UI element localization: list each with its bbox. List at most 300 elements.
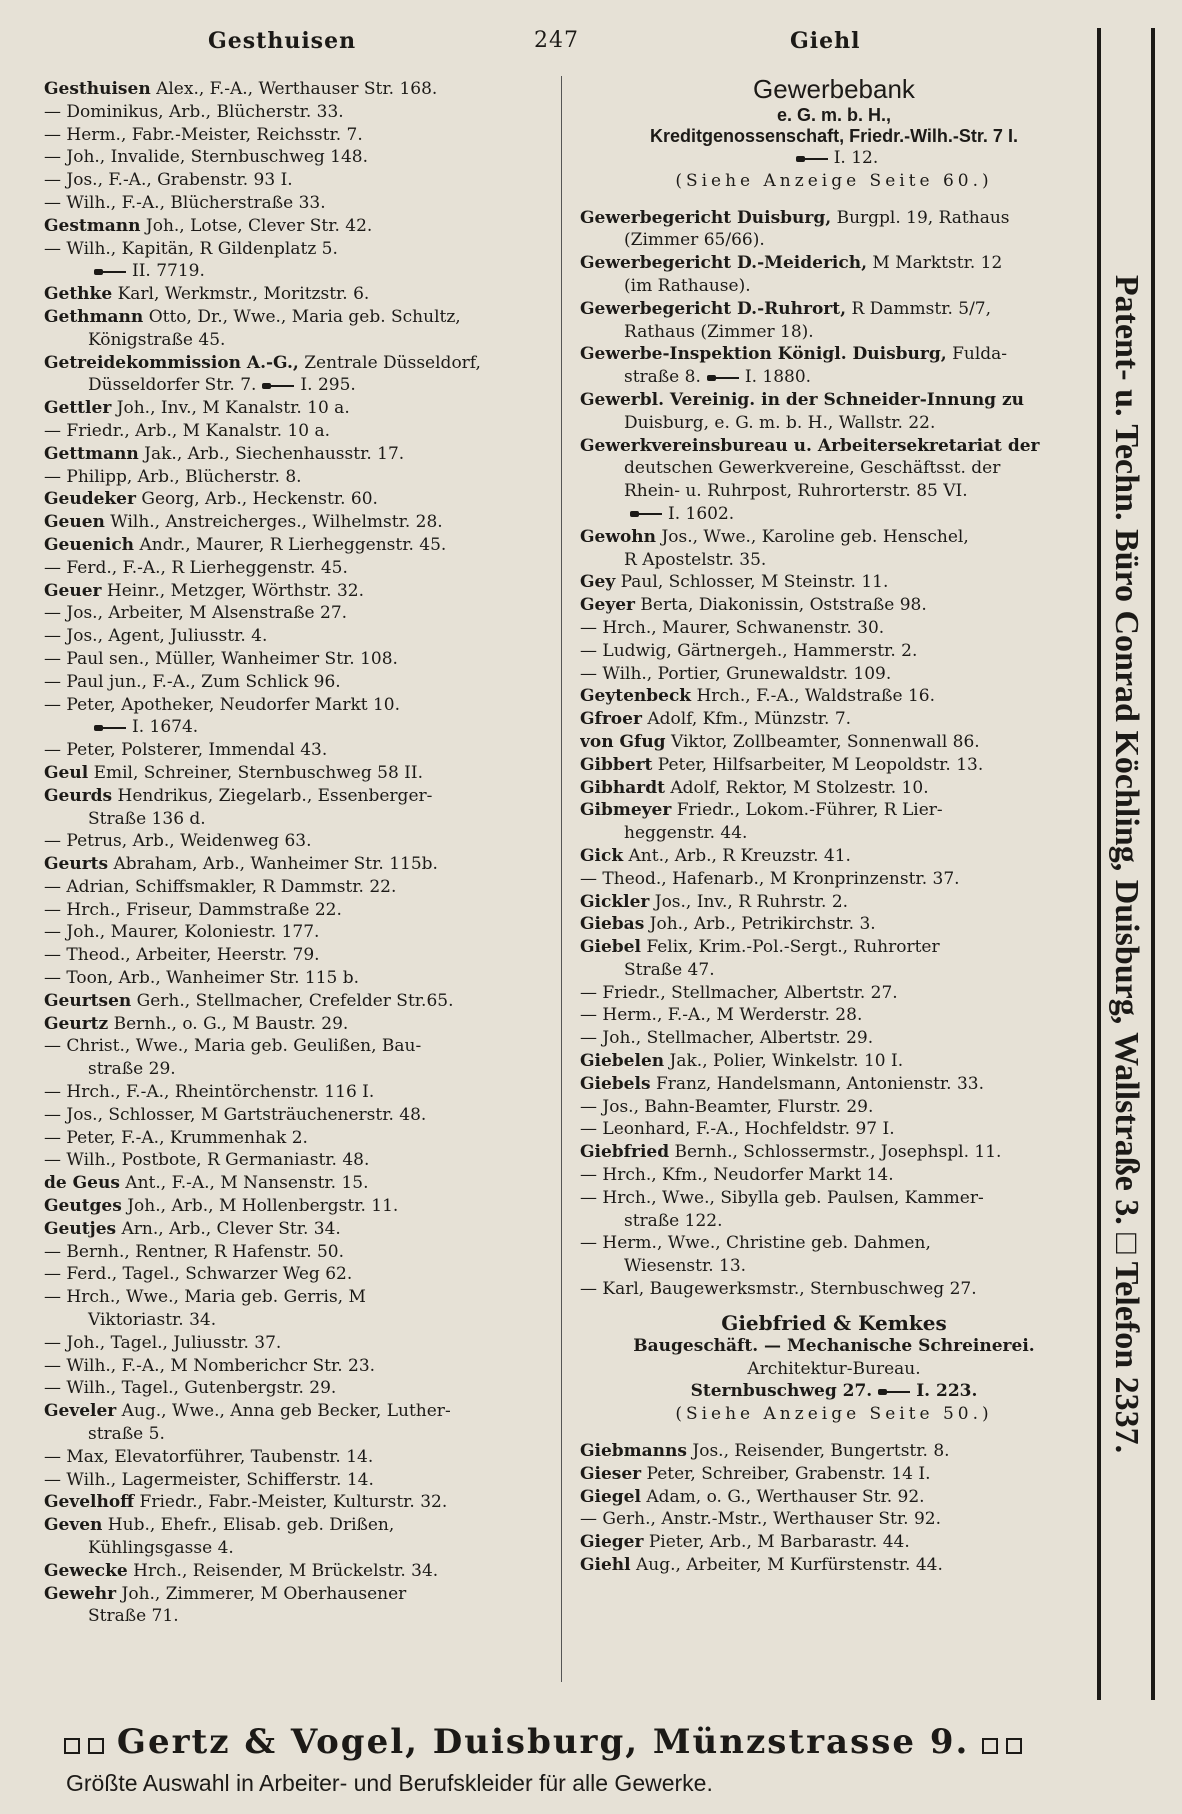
directory-entry (580, 435, 1088, 458)
entry-surname: Geurtz (44, 1013, 109, 1034)
directory-entry (44, 238, 554, 261)
telephone-icon (94, 268, 126, 276)
directory-entry (44, 990, 554, 1013)
side-rule-left (1097, 28, 1101, 1700)
directory-entry (44, 899, 554, 922)
directory-entry (44, 192, 554, 215)
entry-details: Bernh., o. G., M Baustr. 29. (113, 1013, 349, 1034)
directory-entry (44, 215, 554, 238)
entry-details: — Herm., Wwe., Christine geb. Dahmen, (580, 1233, 931, 1254)
directory-entry (580, 298, 1088, 321)
entry-details: Karl, Werkmstr., Moritzstr. 6. (117, 284, 370, 305)
entry-surname: Geytenbeck (580, 686, 692, 707)
directory-entry (580, 845, 1088, 868)
directory-entry (44, 352, 554, 375)
entry-details: — Friedr., Stellmacher, Albertstr. 27. (580, 982, 898, 1003)
side-advert (1093, 28, 1159, 1700)
entry-details: Georg, Arb., Heckenstr. 60. (141, 489, 378, 510)
entry-details: — Max, Elevatorführer, Taubenstr. 14. (44, 1446, 374, 1467)
gewerbebank-line3: Kreditgenossenschaft, Friedr.-Wilh.-Str. 7 I. (650, 126, 1018, 146)
directory-entry (580, 982, 1088, 1005)
telephone-icon (262, 382, 294, 390)
entry-surname: Gickler (580, 891, 650, 912)
directory-entry (44, 78, 554, 101)
entry-details: — Ferd., Tagel., Schwarzer Weg 62. (44, 1264, 353, 1285)
entry-details: straße 122. (624, 1210, 723, 1231)
directory-entry (580, 1255, 1088, 1278)
directory-entry (44, 921, 554, 944)
directory-entry (44, 1560, 554, 1583)
directory-entry (44, 124, 554, 147)
giebfried-ref: (Siehe Anzeige Seite 50.) (675, 1404, 993, 1425)
entry-details: — Hrch., Friseur, Dammstraße 22. (44, 899, 342, 920)
entry-details: straße 29. (88, 1059, 176, 1080)
directory-entry (580, 959, 1088, 982)
header-left: Gesthuisen (208, 28, 357, 54)
entry-details: deutschen Gewerkvereine, Geschäftsst. der (624, 458, 1001, 479)
directory-entry (580, 1141, 1088, 1164)
entry-surname: Gethke (44, 284, 113, 305)
entry-details: Arn., Arb., Clever Str. 34. (121, 1218, 341, 1239)
entry-surname: Gick (580, 845, 624, 866)
entry-surname: Gewerbegericht Duisburg, (580, 207, 832, 228)
directory-entry (44, 488, 554, 511)
directory-entry (44, 762, 554, 785)
directory-entry (44, 1377, 554, 1400)
entry-surname: Gewerbegericht D.-Meiderich, (580, 253, 867, 274)
entry-details: Berta, Diakonissin, Oststraße 98. (640, 595, 927, 616)
entry-details: Franz, Handelsmann, Antonienstr. 33. (655, 1073, 985, 1094)
entry-surname: Geurts (44, 854, 109, 875)
directory-entry (580, 913, 1088, 936)
entry-details: — Dominikus, Arb., Blücherstr. 33. (44, 101, 344, 122)
telephone-icon (707, 374, 739, 382)
directory-entry (580, 1463, 1088, 1486)
entry-surname: Geven (44, 1515, 103, 1536)
entry-details: R Apostelstr. 35. (624, 549, 767, 570)
entry-details: Emil, Schreiner, Sternbuschweg 58 II. (93, 762, 423, 783)
entry-details: — Petrus, Arb., Weidenweg 63. (44, 831, 312, 852)
directory-entry (580, 321, 1088, 344)
directory-entry (44, 716, 554, 739)
directory-entry (580, 1027, 1088, 1050)
entry-details: — Hrch., Wwe., Sibylla geb. Paulsen, Kammer- (580, 1187, 984, 1208)
entry-details: — Joh., Maurer, Koloniestr. 177. (44, 922, 320, 943)
telephone-icon (630, 510, 662, 518)
entry-surname: Gewerkvereinsbureau u. Arbeitersekretariat der (580, 435, 1040, 456)
entry-details: straße 8. (624, 367, 701, 388)
page-number: 247 (534, 28, 579, 53)
directory-entry (580, 571, 1088, 594)
entry-details: Joh., Inv., M Kanalstr. 10 a. (116, 398, 350, 419)
directory-entry (580, 1210, 1088, 1233)
entry-surname: Gibbert (580, 754, 653, 775)
entry-details: — Joh., Tagel., Juliusstr. 37. (44, 1332, 282, 1353)
directory-entry (580, 1164, 1088, 1187)
directory-entry (580, 1531, 1088, 1554)
directory-entry (44, 1035, 554, 1058)
entry-details: Friedr., Lokom.-Führer, R Lier- (676, 800, 943, 821)
entry-details: — Joh., Invalide, Sternbuschweg 148. (44, 147, 369, 168)
directory-entry (580, 252, 1088, 275)
directory-entry (44, 808, 554, 831)
directory-entry (580, 526, 1088, 549)
entry-details: Gerh., Stellmacher, Crefelder Str.65. (136, 990, 454, 1011)
entry-details: Wilh., Anstreicherges., Wilhelmstr. 28. (110, 512, 443, 533)
entry-surname: Gethmann (44, 306, 144, 327)
entry-surname: Getreidekommission A.-G., (44, 352, 299, 373)
directory-entry (44, 283, 554, 306)
directory-entry (44, 420, 554, 443)
column-divider (561, 76, 562, 1682)
directory-entry (580, 1096, 1088, 1119)
directory-entry (44, 1400, 554, 1423)
entry-details: — Paul sen., Müller, Wanheimer Str. 108. (44, 648, 398, 669)
gewerbebank-ref: (Siehe Anzeige Seite 60.) (675, 170, 993, 191)
right-entries-b (580, 1440, 1088, 1577)
directory-entry (580, 1508, 1088, 1531)
directory-entry (580, 1232, 1088, 1255)
directory-entry (44, 830, 554, 853)
directory-entry (44, 374, 554, 397)
entry-details: Pieter, Arb., M Barbarastr. 44. (648, 1532, 910, 1553)
entry-surname: Giebmanns (580, 1441, 687, 1462)
directory-entry (44, 1605, 554, 1628)
directory-entry (44, 1241, 554, 1264)
entry-details: — Toon, Arb., Wanheimer Str. 115 b. (44, 968, 360, 989)
entry-details: Abraham, Arb., Wanheimer Str. 115b. (113, 854, 438, 875)
directory-entry (580, 207, 1088, 230)
directory-entry (580, 229, 1088, 252)
directory-entry (44, 648, 554, 671)
directory-entry (44, 671, 554, 694)
entry-details: — Joh., Stellmacher, Albertstr. 29. (580, 1028, 874, 1049)
entry-details: Andr., Maurer, R Lierheggenstr. 45. (139, 534, 447, 555)
entry-details: Wiesenstr. 13. (624, 1256, 747, 1277)
entry-details: — Jos., Arbeiter, M Alsenstraße 27. (44, 603, 348, 624)
entry-surname: Giegel (580, 1486, 641, 1507)
directory-entry (580, 343, 1088, 366)
directory-entry (580, 731, 1088, 754)
entry-surname: Gewerbegericht D.-Ruhrort, (580, 298, 847, 319)
directory-entry (44, 1218, 554, 1241)
entry-details: Friedr., Fabr.-Meister, Kulturstr. 32. (139, 1492, 448, 1513)
right-entries-a (580, 207, 1088, 1301)
entry-details: Viktoriastr. 34. (88, 1310, 217, 1331)
entry-surname: Gibhardt (580, 777, 665, 798)
entry-surname: Giebel (580, 937, 641, 958)
directory-entry (44, 625, 554, 648)
entry-details: heggenstr. 44. (624, 823, 748, 844)
directory-entry (580, 708, 1088, 731)
entry-details: Düsseldorfer Str. 7. (88, 375, 257, 396)
giebfried-line4: Sternbuschweg 27. I. 223. (690, 1381, 978, 1402)
directory-entry (44, 853, 554, 876)
entry-details: Aug., Arbeiter, M Kurfürstenstr. 44. (636, 1555, 943, 1576)
directory-entry (580, 457, 1088, 480)
square-ornament (64, 1738, 80, 1754)
entry-surname: Geutges (44, 1196, 122, 1217)
side-banner-text: Patent- u. Techn. Büro Conrad Köchling, Duisburg, Wallstraße 3. □ Telefon 2337. (1107, 269, 1145, 1459)
directory-entry (44, 260, 554, 283)
entry-details: Joh., Arb., M Hollenbergstr. 11. (127, 1196, 399, 1217)
entry-surname: Gey (580, 572, 616, 593)
entry-details: Straße 47. (624, 959, 715, 980)
directory-entry (44, 1149, 554, 1172)
directory-entry (580, 1004, 1088, 1027)
directory-entry (580, 617, 1088, 640)
entry-surname: Giehl (580, 1555, 631, 1576)
entry-details: Ant., Arb., R Kreuzstr. 41. (628, 845, 851, 866)
entry-details: straße 5. (88, 1424, 165, 1445)
entry-details: — Leonhard, F.-A., Hochfeldstr. 97 I. (580, 1119, 895, 1140)
directory-entry (44, 1127, 554, 1150)
entry-details: Alex., F.-A., Werthauser Str. 168. (156, 79, 438, 99)
gewerbebank-phone: I. 12. (580, 147, 1088, 170)
footer-tagline: Größte Auswahl in Arbeiter- und Berufskleider für alle Gewerke. (66, 1770, 713, 1796)
entry-details: Jak., Arb., Siechenhausstr. 17. (144, 443, 405, 464)
entry-details: — Herm., Fabr.-Meister, Reichsstr. 7. (44, 124, 363, 145)
entry-surname: Gettmann (44, 443, 139, 464)
directory-entry (580, 389, 1088, 412)
right-column (580, 72, 1088, 1577)
directory-entry (44, 397, 554, 420)
directory-entry (580, 663, 1088, 686)
entry-details: Hendrikus, Ziegelarb., Essenberger- (117, 785, 433, 806)
entry-details: Jak., Polier, Winkelstr. 10 I. (669, 1051, 904, 1072)
directory-entry (44, 1309, 554, 1332)
entry-surname: Giebels (580, 1073, 651, 1094)
entry-details: — Jos., Schlosser, M Gartsträuchenerstr. 48. (44, 1104, 427, 1125)
telephone-icon (878, 1388, 910, 1396)
entry-surname: de Geus (44, 1173, 120, 1194)
entry-details: Kühlingsgasse 4. (88, 1538, 234, 1558)
entry-details: Burgpl. 19, Rathaus (836, 207, 1010, 228)
entry-surname: Gibmeyer (580, 800, 672, 821)
directory-entry (44, 443, 554, 466)
directory-entry (44, 580, 554, 603)
directory-entry (580, 868, 1088, 891)
directory-entry (44, 146, 554, 169)
entry-details: Felix, Krim.-Pol.-Sergt., Ruhrorter (646, 937, 940, 958)
directory-entry (580, 480, 1088, 503)
entry-details: Jos., Inv., R Ruhrstr. 2. (654, 891, 849, 912)
telephone-icon (94, 724, 126, 732)
entry-details: — Ferd., F.-A., R Lierheggenstr. 45. (44, 557, 348, 578)
entry-details: — Jos., Bahn-Beamter, Flurstr. 29. (580, 1096, 874, 1117)
entry-details: — Bernh., Rentner, R Hafenstr. 50. (44, 1241, 345, 1262)
entry-surname: Geveler (44, 1401, 117, 1422)
entry-details: — Herm., F.-A., M Werderstr. 28. (580, 1005, 863, 1026)
entry-details: Adam, o. G., Werthauser Str. 92. (646, 1486, 925, 1507)
entry-details: — Peter, Apotheker, Neudorfer Markt 10. (44, 694, 401, 715)
giebfried-title: Giebfried & Kemkes (721, 1310, 947, 1335)
entry-details: — Wilh., F.-A., M Nomberichcr Str. 23. (44, 1355, 376, 1376)
directory-entry (580, 777, 1088, 800)
entry-details: Joh., Zimmerer, M Oberhausener (121, 1583, 407, 1604)
directory-entry (44, 1446, 554, 1469)
entry-details: — Wilh., F.-A., Blücherstraße 33. (44, 192, 326, 213)
directory-entry (44, 1469, 554, 1492)
directory-entry (44, 1104, 554, 1127)
entry-details: Aug., Wwe., Anna geb Becker, Luther- (121, 1401, 451, 1422)
directory-entry (44, 1286, 554, 1309)
entry-surname: Gewerbl. Vereinig. in der Schneider-Innung zu (580, 389, 1025, 410)
directory-entry (580, 936, 1088, 959)
entry-details: — Wilh., Kapitän, R Gildenplatz 5. (44, 238, 338, 259)
entry-details: — Christ., Wwe., Maria geb. Geulißen, Bau- (44, 1036, 422, 1057)
directory-entry (580, 1187, 1088, 1210)
directory-entry (580, 1486, 1088, 1509)
entry-details: — Hrch., F.-A., Rheintörchenstr. 116 I. (44, 1082, 375, 1103)
entry-details: Adolf, Rektor, M Stolzestr. 10. (670, 777, 929, 798)
entry-surname: Gfroer (580, 709, 642, 730)
footer-advert (60, 1722, 1090, 1762)
directory-entry (580, 1440, 1088, 1463)
entry-details: Peter, Hilfsarbeiter, M Leopoldstr. 13. (657, 754, 984, 775)
directory-entry (580, 594, 1088, 617)
entry-surname: von Gfug (580, 731, 666, 752)
entry-details: (Zimmer 65/66). (624, 230, 765, 251)
entry-details: (im Rathause). (624, 275, 751, 296)
directory-entry (44, 785, 554, 808)
entry-phone: I. 1880. (744, 367, 812, 388)
entry-details: — Paul jun., F.-A., Zum Schlick 96. (44, 671, 341, 692)
directory-entry (44, 534, 554, 557)
square-ornament (982, 1738, 998, 1754)
directory-entry (44, 557, 554, 580)
entry-surname: Gewerbe-Inspektion Königl. Duisburg, (580, 344, 947, 365)
entry-details: M Marktstr. 12 (872, 253, 1003, 274)
directory-entry (44, 739, 554, 762)
entry-details: Joh., Lotse, Clever Str. 42. (145, 215, 373, 236)
directory-entry (44, 1583, 554, 1606)
side-rule-right (1151, 28, 1155, 1700)
entry-phone: I. 295. (300, 375, 356, 396)
directory-entry (44, 1013, 554, 1036)
entry-surname: Gesthuisen (44, 79, 151, 99)
entry-details: Rathaus (Zimmer 18). (624, 321, 814, 342)
directory-entry (44, 1263, 554, 1286)
entry-surname: Geuenich (44, 534, 135, 555)
giebfried-line2: Baugeschäft. — Mechanische Schreinerei. (633, 1335, 1035, 1356)
entry-details: — Hrch., Kfm., Neudorfer Markt 14. (580, 1165, 894, 1186)
telephone-icon (796, 155, 828, 163)
entry-details: II. 7719. (132, 261, 205, 282)
entry-surname: Geuer (44, 580, 102, 601)
directory-entry (580, 1118, 1088, 1141)
directory-entry (580, 1073, 1088, 1096)
directory-entry (580, 549, 1088, 572)
entry-surname: Gevelhoff (44, 1492, 135, 1513)
directory-entry (44, 1172, 554, 1195)
entry-details: — Wilh., Portier, Grunewaldstr. 109. (580, 663, 892, 684)
directory-entry (44, 329, 554, 352)
directory-entry (580, 1278, 1088, 1301)
entry-details: Zentrale Düsseldorf, (304, 352, 481, 373)
entry-details: — Hrch., Wwe., Maria geb. Gerris, M (44, 1287, 366, 1308)
entry-details: — Gerh., Anstr.-Mstr., Werthauser Str. 92. (580, 1509, 941, 1530)
gewerbebank-title: Gewerbebank (753, 74, 915, 104)
entry-details: Fulda- (952, 344, 1008, 365)
entry-surname: Giebas (580, 914, 645, 935)
directory-entry (44, 1332, 554, 1355)
entry-details: — Karl, Baugewerksmstr., Sternbuschweg 27. (580, 1279, 977, 1300)
entry-surname: Geurtsen (44, 990, 132, 1011)
entry-details: — Wilh., Tagel., Gutenbergstr. 29. (44, 1378, 337, 1399)
directory-entry (580, 754, 1088, 777)
directory-entry (44, 1491, 554, 1514)
directory-entry (580, 503, 1088, 526)
left-column (44, 78, 554, 1628)
entry-details: Königstraße 45. (88, 329, 226, 350)
entry-details: Bernh., Schlossermstr., Josephspl. 11. (674, 1142, 1002, 1163)
square-ornament (1006, 1738, 1022, 1754)
directory-entry (44, 1537, 554, 1560)
entry-details: Jos., Wwe., Karoline geb. Henschel, (661, 526, 969, 547)
entry-details: — Wilh., Lagermeister, Schifferstr. 14. (44, 1469, 374, 1490)
giebfried-line3: Architektur-Bureau. (747, 1358, 921, 1379)
directory-entry (44, 169, 554, 192)
entry-details: Straße 136 d. (88, 808, 206, 829)
entry-surname: Geuen (44, 512, 105, 533)
entry-surname: Geyer (580, 595, 635, 616)
entry-surname: Giebelen (580, 1051, 665, 1072)
entry-details: Jos., Reisender, Bungertstr. 8. (692, 1441, 950, 1462)
entry-details: Hub., Ehefr., Elisab. geb. Drißen, (107, 1515, 395, 1536)
entry-details: — Theod., Arbeiter, Heerstr. 79. (44, 945, 320, 966)
directory-entry (44, 1081, 554, 1104)
entry-details: Hrch., Reisender, M Brückelstr. 34. (133, 1560, 439, 1581)
directory-entry (44, 876, 554, 899)
entry-surname: Geurds (44, 785, 113, 806)
directory-entry (580, 640, 1088, 663)
entry-details: — Jos., F.-A., Grabenstr. 93 I. (44, 170, 293, 191)
directory-entry (44, 306, 554, 329)
entry-details: — Hrch., Maurer, Schwanenstr. 30. (580, 617, 885, 638)
entry-details: Joh., Arb., Petrikirchstr. 3. (649, 914, 876, 935)
entry-details: Rhein- u. Ruhrpost, Ruhrorterstr. 85 VI. (624, 481, 968, 502)
entry-surname: Gieger (580, 1532, 644, 1553)
entry-surname: Gewehr (44, 1583, 117, 1604)
footer-company: Gertz & Vogel, Duisburg, Münzstrasse 9. (116, 1722, 970, 1762)
entry-details: — Theod., Hafenarb., M Kronprinzenstr. 37. (580, 868, 960, 889)
directory-entry (580, 1050, 1088, 1073)
directory-entry (580, 275, 1088, 298)
entry-details: Peter, Schreiber, Grabenstr. 14 I. (646, 1463, 931, 1484)
entry-details: — Philipp, Arb., Blücherstr. 8. (44, 466, 302, 487)
directory-entry (44, 602, 554, 625)
entry-details: Straße 71. (88, 1606, 179, 1627)
directory-entry (44, 1423, 554, 1446)
entry-details: — Friedr., Arb., M Kanalstr. 10 a. (44, 420, 331, 441)
directory-entry (44, 1514, 554, 1537)
directory-entry (580, 1554, 1088, 1577)
directory-entry (44, 694, 554, 717)
entry-details: — Peter, Polsterer, Immendal 43. (44, 740, 328, 761)
directory-entry (580, 799, 1088, 822)
directory-entry (44, 944, 554, 967)
directory-entry (580, 891, 1088, 914)
entry-details: I. 1602. (668, 503, 735, 524)
entry-surname: Geudeker (44, 489, 136, 510)
entry-surname: Gestmann (44, 215, 141, 236)
entry-surname: Gewohn (580, 526, 657, 547)
entry-details: Otto, Dr., Wwe., Maria geb. Schultz, (148, 306, 461, 327)
entry-details: I. 1674. (132, 717, 199, 738)
square-ornament (88, 1738, 104, 1754)
entry-details: — Adrian, Schiffsmakler, R Dammstr. 22. (44, 876, 397, 897)
